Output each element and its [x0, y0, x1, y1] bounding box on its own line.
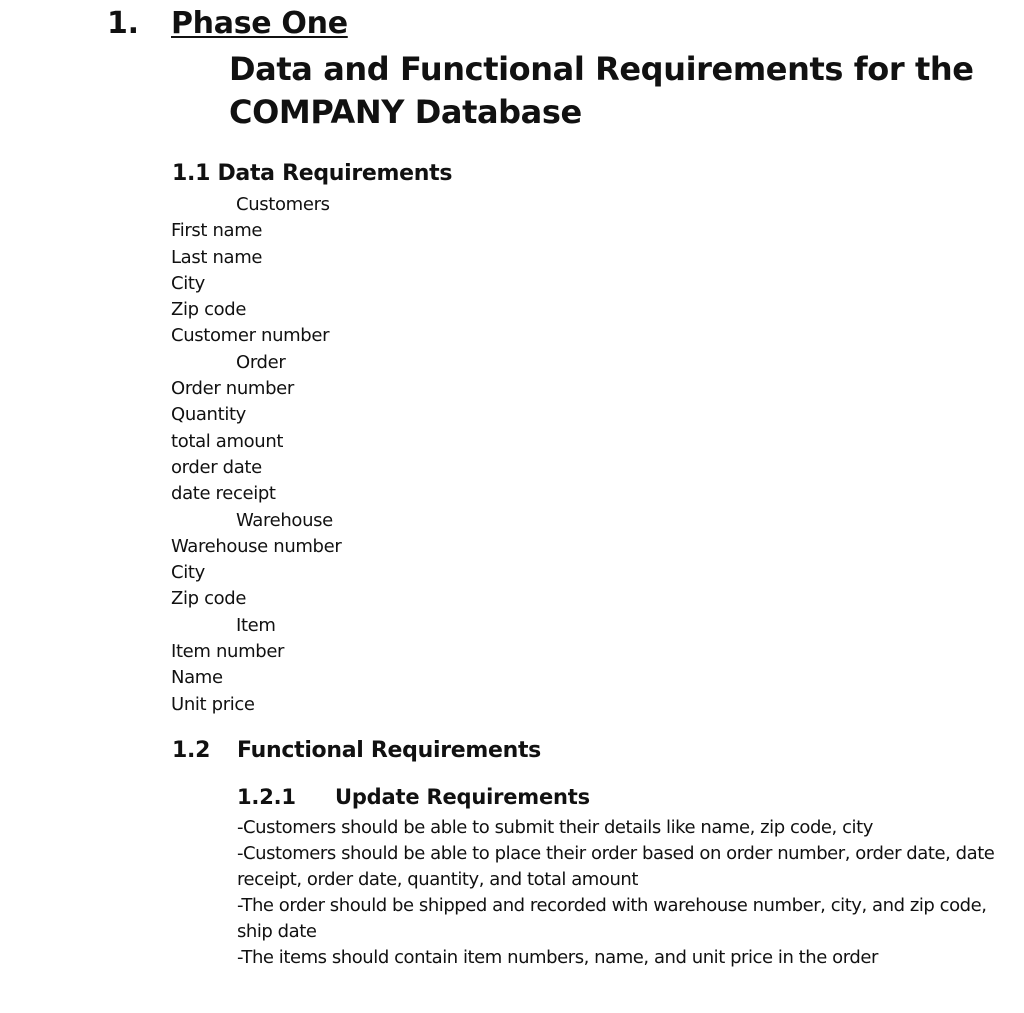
entity-label: Customers [236, 194, 330, 215]
section-title: Phase One [171, 6, 348, 41]
update-requirements-list [237, 815, 1007, 971]
functional-requirements-heading [172, 738, 541, 763]
attribute-item: Unit price [171, 693, 255, 715]
document-title: Data and Functional Requirements for the COMPANY Database [229, 50, 974, 131]
attribute-item: Order number [171, 378, 294, 400]
attribute-item: Item number [171, 641, 285, 663]
attribute-item: Zip code [171, 588, 247, 610]
entity-label: Order [236, 351, 286, 373]
attribute-item: total amount [171, 430, 284, 452]
requirement-item: -Customers should be able to place their order based on order number, order date, date receipt, order date, quantity, and total amount [237, 843, 995, 890]
functional-requirements-title: Functional Requirements [237, 738, 541, 763]
attribute-item: Zip code [171, 299, 247, 321]
data-requirements-number: 1.1 [172, 161, 211, 186]
section-number: 1. [107, 6, 139, 41]
attribute-item: Last name [171, 246, 263, 268]
data-requirements-title: Data Requirements [217, 161, 453, 186]
attribute-item: First name [171, 220, 263, 242]
attribute-item: City [171, 562, 205, 584]
section-heading [107, 6, 348, 41]
update-requirements-title: Update Requirements [335, 785, 590, 809]
attribute-item: City [171, 272, 205, 294]
data-requirements-heading [172, 161, 452, 186]
data-requirements-list [171, 192, 671, 718]
attribute-item: order date [171, 456, 262, 478]
requirement-item: -The items should contain item numbers, name, and unit price in the order [237, 947, 878, 968]
functional-requirements-number: 1.2 [172, 738, 211, 763]
update-requirements-heading [237, 785, 590, 809]
entity-label: Warehouse [236, 509, 333, 531]
requirement-item: -The order should be shipped and recorded with warehouse number, city, and zip code, ship date [237, 895, 987, 942]
requirement-item: -Customers should be able to submit their details like name, zip code, city [237, 817, 873, 838]
entity-label: Item [236, 614, 276, 636]
attribute-item: Warehouse number [171, 535, 342, 557]
attribute-item: Name [171, 667, 223, 689]
attribute-item: Quantity [171, 404, 246, 426]
attribute-item: Customer number [171, 325, 330, 347]
attribute-item: date receipt [171, 483, 276, 505]
update-requirements-number: 1.2.1 [237, 785, 296, 809]
